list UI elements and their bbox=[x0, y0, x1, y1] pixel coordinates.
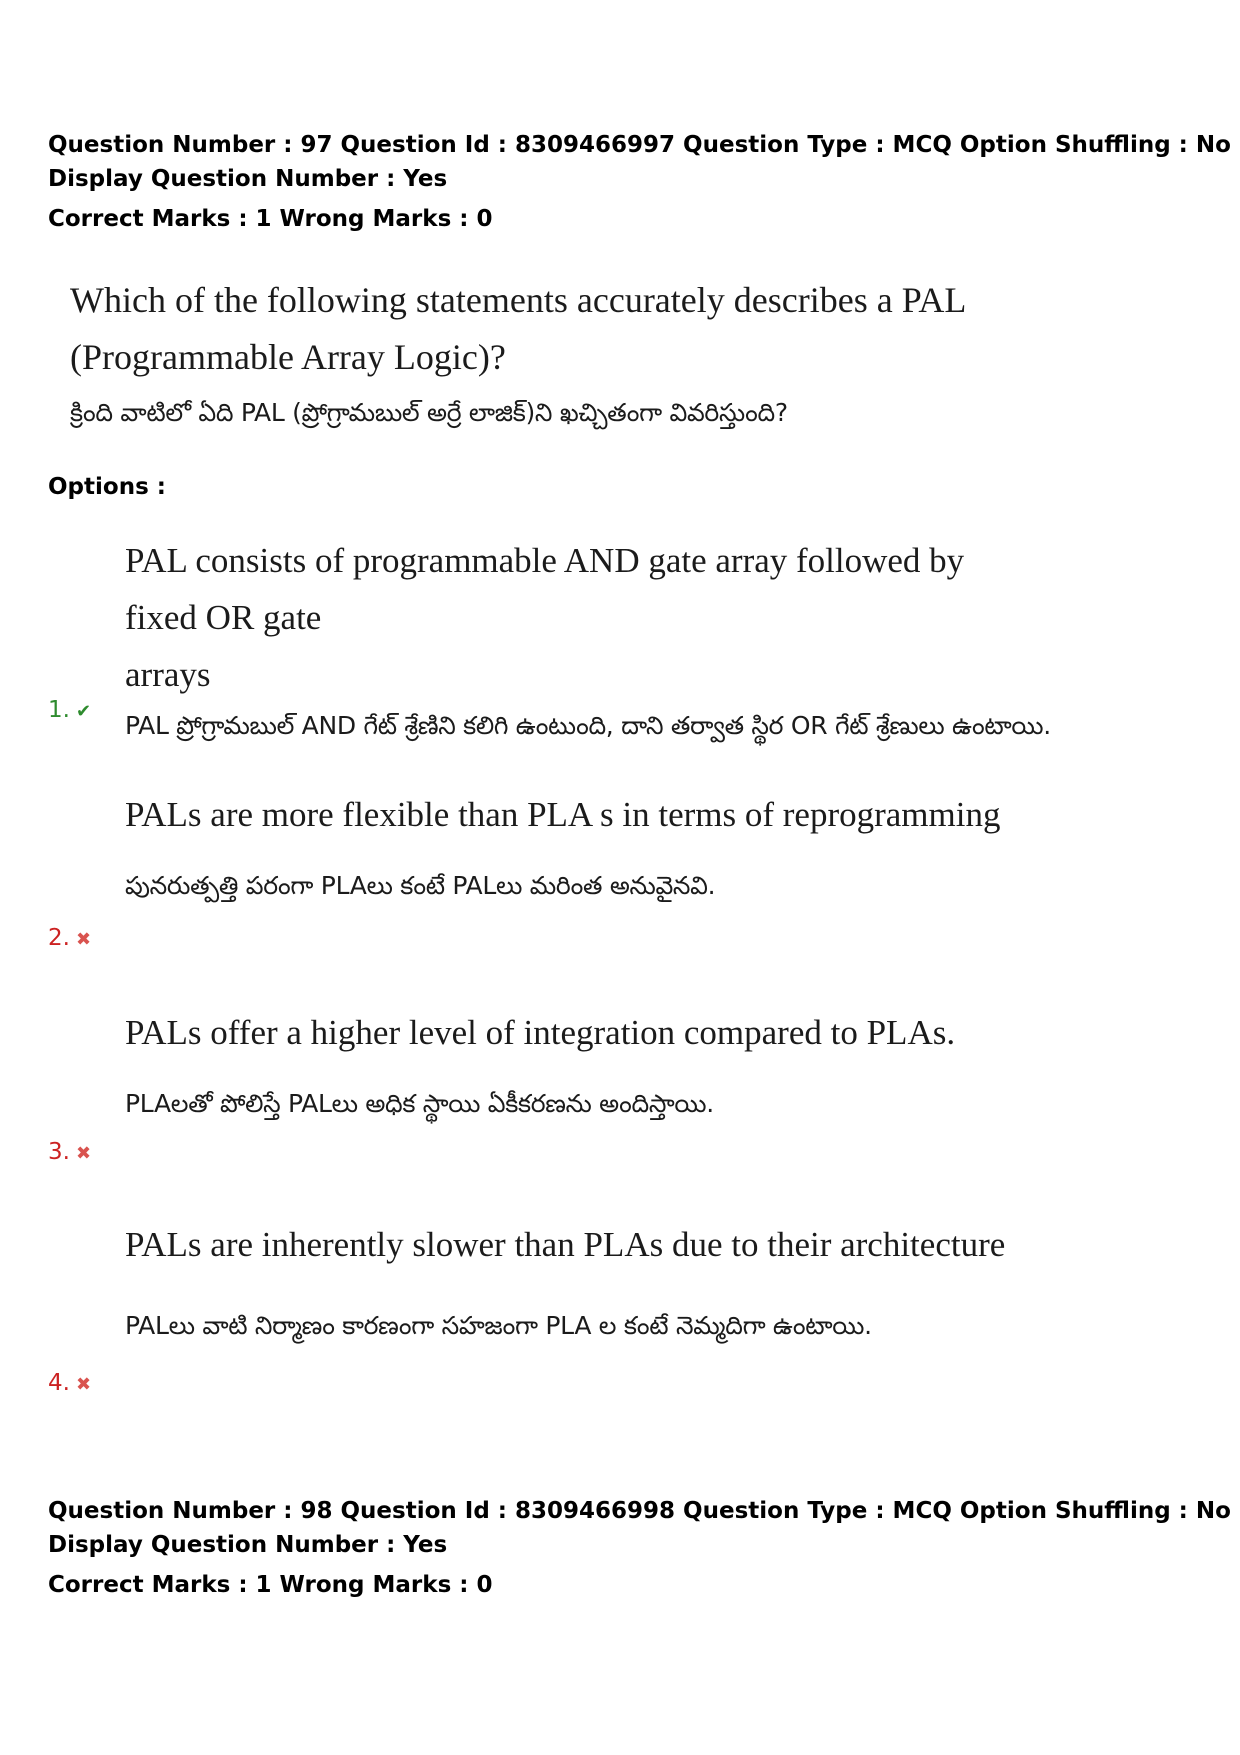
option-3-label bbox=[48, 1139, 91, 1165]
question-97-text bbox=[70, 272, 970, 434]
question-97-text-en-line-2: (Programmable Array Logic)? bbox=[70, 337, 506, 377]
question-97-meta-line-1: Question Number : 97 Question Id : 8309466997 Question Type : MCQ Option Shuffling : No bbox=[48, 132, 1231, 158]
option-2-text-en-line-1: PALs are more flexible than PLA s in terms of reprogramming bbox=[125, 795, 1001, 834]
question-97-marks: Correct Marks : 1 Wrong Marks : 0 bbox=[48, 206, 493, 232]
cross-icon: ✖ bbox=[75, 1143, 92, 1164]
question-97-meta-line-2: Display Question Number : Yes bbox=[48, 166, 448, 192]
cross-icon: ✖ bbox=[75, 929, 92, 950]
option-4-text-en-line-1: PALs are inherently slower than PLAs due to their architecture bbox=[125, 1225, 1006, 1264]
option-1-text-en-line-1: PAL consists of programmable AND gate array followed by fixed OR gate bbox=[125, 541, 965, 637]
question-98-meta-line-2: Display Question Number : Yes bbox=[48, 1532, 448, 1558]
option-1-text-en-line-2: arrays bbox=[125, 655, 211, 694]
option-3-text-en-line-1: PALs offer a higher level of integration compared to PLAs. bbox=[125, 1013, 956, 1052]
option-4-text-te: PALలు వాటి నిర్మాణం కారణంగా సహజంగా PLA ల కంటే నెమ్మదిగా ఉంటాయి. bbox=[125, 1311, 872, 1340]
option-1-label bbox=[48, 697, 91, 723]
check-icon: ✔ bbox=[75, 701, 92, 722]
question-97-text-te: క్రింది వాటిలో ఏది PAL (ప్రోగ్రామబుల్ అర్రే లాజిక్)ని ఖచ్చితంగా వివరిస్తుంది? bbox=[70, 398, 788, 427]
cross-icon: ✖ bbox=[75, 1374, 92, 1395]
question-98-header bbox=[48, 1494, 1231, 1602]
option-1-number: 1. bbox=[48, 697, 70, 723]
option-1-text bbox=[125, 532, 1051, 747]
option-2-text-te: పునరుత్పత్తి పరంగా PLAలు కంటే PALలు మరింత అనువైనవి. bbox=[125, 871, 716, 900]
option-3-text bbox=[125, 1004, 1025, 1125]
question-98-meta-line-1: Question Number : 98 Question Id : 8309466998 Question Type : MCQ Option Shuffling : No bbox=[48, 1498, 1231, 1524]
question-98-marks: Correct Marks : 1 Wrong Marks : 0 bbox=[48, 1572, 493, 1598]
option-3-text-te: PLAలతో పోలిస్తే PALలు అధిక స్థాయి ఏకీకరణను అందిస్తాయి. bbox=[125, 1089, 714, 1118]
option-2-label bbox=[48, 925, 91, 951]
option-4-number: 4. bbox=[48, 1370, 70, 1396]
option-1-text-te: PAL ప్రోగ్రామబుల్ AND గేట్ శ్రేణిని కలిగి ఉంటుంది, దాని తర్వాత స్థిర OR గేట్ శ్రేణులు ఉంటాయి. bbox=[125, 711, 1051, 740]
option-2-number: 2. bbox=[48, 925, 70, 951]
option-3-number: 3. bbox=[48, 1139, 70, 1165]
option-2-text bbox=[125, 786, 1025, 907]
option-4-label bbox=[48, 1370, 91, 1396]
options-label: Options : bbox=[48, 474, 166, 500]
option-4-text bbox=[125, 1216, 1025, 1347]
question-97-header bbox=[48, 128, 1231, 236]
question-97-text-en-line-1: Which of the following statements accurately describes a PAL bbox=[70, 280, 967, 320]
